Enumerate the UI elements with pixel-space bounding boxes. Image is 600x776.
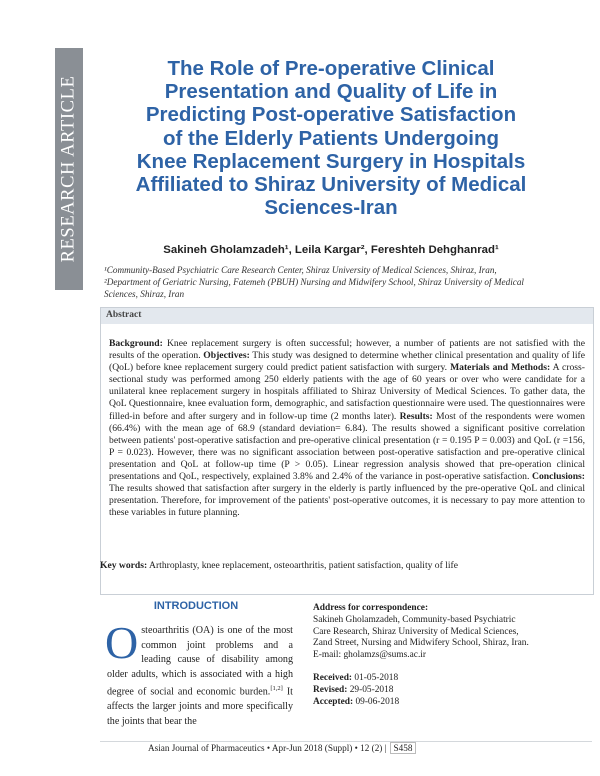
- article-dates: [313, 673, 585, 708]
- conclusions-label: Conclusions:: [532, 471, 585, 483]
- correspondence-box: [313, 603, 585, 662]
- abstract-box: [100, 307, 594, 595]
- accepted-date: Accepted: 09-06-2018: [313, 696, 400, 707]
- title-line: of the Elderly Patients Undergoing: [162, 126, 499, 150]
- title-line: Affiliated to Shiraz University of Medical: [135, 173, 527, 197]
- methods-text: A cross-sectional study was performed among 250 elderly patients with the age of 60 years or over who were candidate for a unilateral knee replacement surgery in hospitals affiliated to Shiraz University of Medical Sciences. To gather data, the QoL Questionnaire, knee evaluation form, demographic, and satisfaction questionnaire were used. The questionnaires were filled-in before and after surgery and in follow-up time (2 months later).: [109, 362, 586, 422]
- article-type-label: RESEARCH ARTICLE: [58, 75, 79, 263]
- title-line: The Role of Pre-operative Clinical: [167, 57, 495, 80]
- citation: [1,2]: [270, 685, 283, 693]
- introduction-text: [105, 617, 293, 730]
- title-line: Sciences-Iran: [264, 196, 398, 220]
- abstract-heading: Abstract: [101, 308, 593, 324]
- objectives-text: This study was designed to determine whether clinical presentation and quality of life (QoL) before knee replacement surgery could predict patient satisfaction with surgery.: [109, 350, 585, 374]
- page-number: S458: [390, 742, 417, 754]
- results-text: Most of the respondents were women (66.4%) with the mean age of 68.9 (standard deviation= 6.84). The results showed a significant positive correlation between patients' post-operative satisfaction and pre-operative clinical presentation (r = 0.195 P = 0.003) and QoL (r =156, P = 0.023). However, there was no significant association between post-operative satisfaction and pre-operative clinical presentation and QoL at follow-up time (P > 0.05). Linear regression analysis showed that pre-operation clinical presentations and QoL, respectively, explained 3.8% and 2.4% of the variance in post-operative satisfaction.: [109, 410, 585, 483]
- affiliations: [104, 264, 554, 300]
- correspondence-line: Zand Street, Nursing and Midwifery School, Shiraz, Iran.: [313, 638, 529, 649]
- conclusions-text: The results showed that satisfaction after surgery in the elderly is partly influenced by the pre-operative QoL and clinical presentation. Therefore, for improvement of the patients' post-operative outcomes, it is necessary to pay more attention to these variables in future planning.: [109, 483, 585, 519]
- title-line: Predicting Post-operative Satisfaction: [145, 103, 517, 127]
- journal-info: Asian Journal of Pharmaceutics • Apr-Jun 2018 (Suppl) • 12 (2) |: [148, 743, 387, 753]
- intro-paragraph: steoarthritis (OA) is one of the most common joint problems and a leading cause of disability among older adults, which is associated with a high degree of social and economic burden.: [107, 625, 293, 698]
- correspondence-email: E-mail: gholamzs@sums.ac.ir: [313, 650, 427, 661]
- affiliation-1: ¹Community-Based Psychiatric Care Research Center, Shiraz University of Medical Sciences, Shiraz, Iran,: [104, 265, 497, 275]
- background-text: Knee replacement surgery is often successful; however, a number of patients are not satisfied with the results of the operation.: [109, 338, 585, 362]
- title-line: Knee Replacement Surgery in Hospitals: [136, 149, 526, 173]
- article-title: [100, 57, 562, 219]
- correspondence-line: Sakineh Gholamzadeh, Community-based Psychiatric: [313, 614, 516, 625]
- keywords-text: Arthroplasty, knee replacement, osteoarthritis, patient satisfaction, quality of life: [147, 560, 458, 571]
- affiliation-2: ²Department of Geriatric Nursing, Fatemeh (PBUH) Nursing and Midwifery School, Shiraz University of Medical Sciences, Shiraz, Iran: [104, 277, 524, 299]
- introduction-heading: INTRODUCTION: [153, 600, 239, 612]
- footer: [148, 742, 416, 754]
- background-label: Background:: [109, 338, 163, 349]
- objectives-label: Objectives:: [203, 350, 250, 362]
- title-line: Presentation and Quality of Life in: [164, 80, 498, 104]
- results-label: Results:: [399, 410, 433, 422]
- intro-paragraph-cont: It affects the larger joints and more specifically the joints that bear the: [107, 686, 293, 727]
- received-date: Received: 01-05-2018: [313, 673, 399, 683]
- keywords-label: Key words:: [100, 560, 148, 571]
- abstract-body: [101, 324, 593, 519]
- keywords: [100, 560, 580, 572]
- author-list: Sakineh Gholamzadeh¹, Leila Kargar², Fereshteh Dehghanrad¹: [163, 244, 499, 256]
- drop-cap: O: [105, 617, 139, 668]
- revised-date: Revised: 29-05-2018: [313, 684, 394, 695]
- correspondence-line: Care Research, Shiraz University of Medical Sciences,: [313, 626, 519, 637]
- methods-label: Materials and Methods:: [450, 362, 551, 374]
- correspondence-heading: Address for correspondence:: [313, 603, 429, 613]
